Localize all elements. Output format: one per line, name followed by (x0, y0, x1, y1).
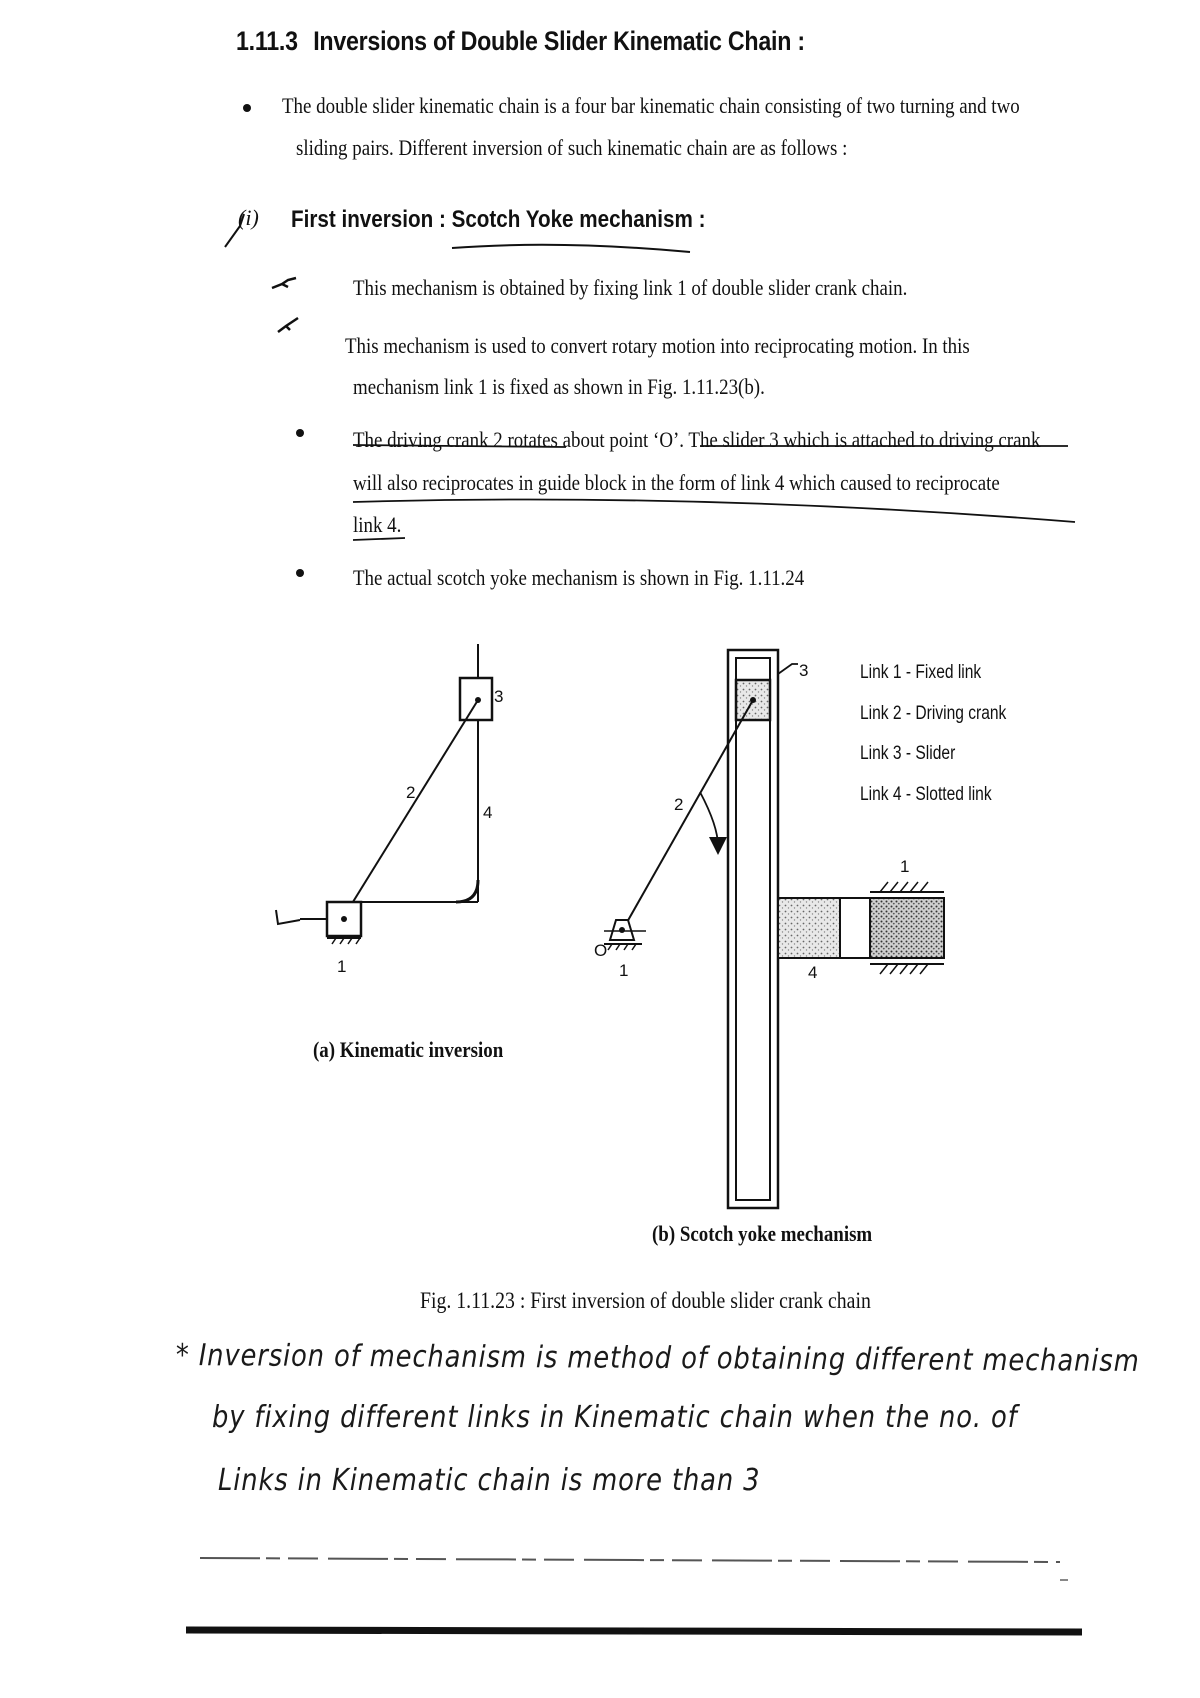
legend-link-1: Link 1 - Fixed link (860, 662, 982, 683)
label-a-link4: 4 (483, 803, 493, 822)
label-b-link4: 4 (808, 963, 818, 982)
intro-line-1: The double slider kinematic chain is a four bar kinematic chain consisting of two turning and two (282, 93, 1020, 118)
label-b-slider: 3 (799, 661, 809, 680)
legend-link-4: Link 4 - Slotted link (860, 784, 992, 805)
caption-b: (b) Scotch yoke mechanism (652, 1221, 873, 1246)
legend-link-3: Link 3 - Slider (860, 743, 956, 764)
handwritten-note-line-3: Links in Kinematic chain is more than 3 (218, 1463, 761, 1498)
point-3-line-1: The driving crank 2 rotates about point ‘O’. The slider 3 which is attached to driving crank (353, 427, 1041, 452)
intro-line-2: sliding pairs. Different inversion of such kinematic chain are as follows : (296, 135, 848, 160)
point-2-line-1: This mechanism is used to convert rotary motion into reciprocating motion. In this (345, 333, 970, 358)
point-3-line-3: link 4. (353, 512, 402, 537)
handwritten-note-line-2: by fixing different links in Kinematic chain when the no. of (212, 1400, 1018, 1435)
section-number: 1.11.3 (236, 26, 298, 56)
point-3-line-2: will also reciprocates in guide block in the form of link 4 which caused to reciprocate (353, 470, 1000, 495)
label-a-fixed: 1 (337, 957, 347, 976)
label-a-crank: 2 (406, 783, 416, 802)
handwritten-note-line-1: * Inversion of mechanism is method of obtaining different mechanism (175, 1338, 1140, 1379)
scotch-yoke-diagram (580, 640, 960, 1220)
point-2-line-2: mechanism link 1 is fixed as shown in Fig. 1.11.23(b). (353, 374, 765, 399)
label-b-crank: 2 (674, 795, 684, 814)
label-b-pivot: O (594, 941, 608, 960)
legend-link-2: Link 2 - Driving crank (860, 703, 1007, 724)
label-a-slider: 3 (494, 687, 504, 706)
point-4-line-1: The actual scotch yoke mechanism is shown in Fig. 1.11.24 (353, 565, 805, 590)
figure-caption: Fig. 1.11.23 : First inversion of double slider crank chain (420, 1288, 871, 1313)
section-title: Inversions of Double Slider Kinematic Chain : (313, 26, 805, 56)
first-inversion-title: First inversion : Scotch Yoke mechanism : (291, 206, 706, 233)
inversion-marker: (i) (238, 205, 259, 230)
kinematic-inversion-diagram (270, 640, 530, 980)
label-b-fixed-pivot: 1 (619, 961, 629, 980)
caption-a: (a) Kinematic inversion (313, 1037, 504, 1062)
page-rules (0, 1540, 1200, 1660)
point-1-line-1: This mechanism is obtained by fixing link 1 of double slider crank chain. (353, 275, 908, 300)
label-b-fixed-guide: 1 (900, 857, 910, 876)
